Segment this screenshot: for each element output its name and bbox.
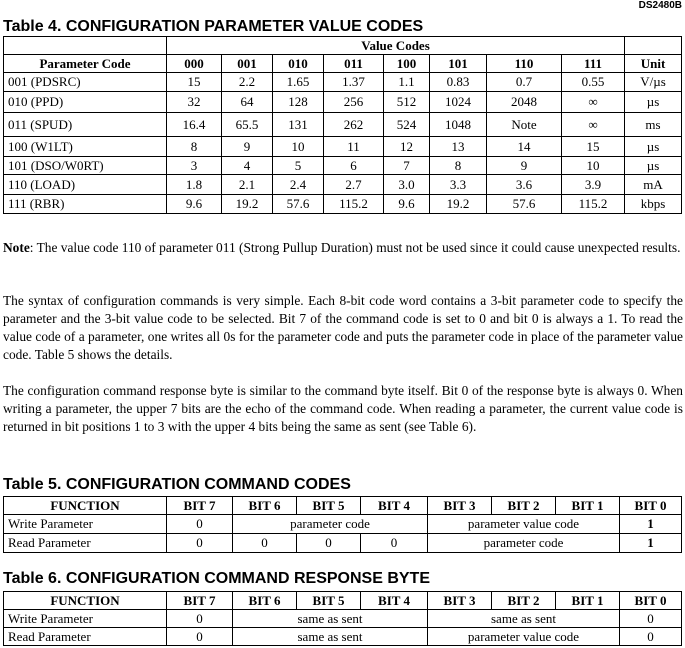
- value-cell: 3.3: [430, 175, 487, 195]
- table-row: [4, 92, 682, 113]
- value-cell: 10: [273, 137, 324, 157]
- value-cell: 1.1: [384, 73, 430, 92]
- value-cell: 32: [167, 92, 222, 113]
- table-row: [4, 610, 682, 628]
- value-cell: 8: [430, 157, 487, 175]
- bit0-cell: 1: [620, 534, 682, 553]
- value-cell: 256: [324, 92, 384, 113]
- note-paragraph: [3, 239, 683, 257]
- code-header: 010: [273, 55, 324, 73]
- param-cell: 101 (DSO/W0RT): [4, 157, 167, 175]
- function-cell: Write Parameter: [4, 515, 167, 534]
- value-cell: 1024: [430, 92, 487, 113]
- function-cell: Write Parameter: [4, 610, 167, 628]
- bit-header: BIT 1: [556, 497, 620, 515]
- value-cell: Note: [487, 113, 562, 137]
- value-cell: 7: [384, 157, 430, 175]
- value-cell: 524: [384, 113, 430, 137]
- unit-cell: V/µs: [625, 73, 682, 92]
- code-header: 000: [167, 55, 222, 73]
- table-row: [4, 628, 682, 646]
- value-cell: 1048: [430, 113, 487, 137]
- function-header: FUNCTION: [4, 497, 167, 515]
- value-cell: 131: [273, 113, 324, 137]
- value-cell: 6: [324, 157, 384, 175]
- document-id: DS2480B: [638, 0, 682, 11]
- function-header: FUNCTION: [4, 592, 167, 610]
- value-cell: 57.6: [273, 195, 324, 214]
- value-cell: 15: [167, 73, 222, 92]
- bit-header: BIT 7: [167, 592, 233, 610]
- table-row: [4, 137, 682, 157]
- unit-cell: mA: [625, 175, 682, 195]
- value-cell: 9: [487, 157, 562, 175]
- table6-title: Table 6. CONFIGURATION COMMAND RESPONSE BYTE: [3, 570, 430, 587]
- bit-header: BIT 2: [492, 497, 556, 515]
- code-header: 001: [222, 55, 273, 73]
- bits3-1-cell: same as sent: [428, 610, 620, 628]
- function-cell: Read Parameter: [4, 534, 167, 553]
- table4-title: Table 4. CONFIGURATION PARAMETER VALUE CODES: [3, 18, 424, 35]
- value-cell: 9: [222, 137, 273, 157]
- value-cell: 3.6: [487, 175, 562, 195]
- bits3-1-cell: parameter value code: [428, 628, 620, 646]
- note-label: Note: [3, 240, 30, 255]
- unit-corner-cell: [625, 37, 682, 55]
- value-cell: 11: [324, 137, 384, 157]
- note-text: : The value code 110 of parameter 011 (Strong Pullup Duration) must not be used since it could cause unexpected results.: [29, 240, 681, 255]
- param-cell: 011 (SPUD): [4, 113, 167, 137]
- unit-cell: µs: [625, 157, 682, 175]
- code-header: 110: [487, 55, 562, 73]
- value-cell: 1.8: [167, 175, 222, 195]
- table-row: [4, 73, 682, 92]
- bit7-cell: 0: [167, 610, 233, 628]
- table-row: [4, 195, 682, 214]
- bit-header: BIT 5: [297, 592, 361, 610]
- value-cell: 3.0: [384, 175, 430, 195]
- bit-header: BIT 0: [620, 497, 682, 515]
- value-cell: 2048: [487, 92, 562, 113]
- bit7-cell: 0: [167, 628, 233, 646]
- bit4-cell: 0: [361, 534, 428, 553]
- unit-cell: µs: [625, 92, 682, 113]
- value-cell: 262: [324, 113, 384, 137]
- bit7-cell: 0: [167, 515, 233, 534]
- value-cell: 115.2: [562, 195, 625, 214]
- value-cell: 115.2: [324, 195, 384, 214]
- value-cell: 4: [222, 157, 273, 175]
- table-row: [4, 113, 682, 137]
- value-codes-group-header: Value Codes: [167, 37, 625, 55]
- table-row: [4, 515, 682, 534]
- bits3-1-cell: parameter code: [428, 534, 620, 553]
- value-cell: 3: [167, 157, 222, 175]
- bit7-cell: 0: [167, 534, 233, 553]
- bit0-cell: 0: [620, 628, 682, 646]
- bit5-cell: 0: [297, 534, 361, 553]
- bit-header: BIT 4: [361, 497, 428, 515]
- value-cell: 2.1: [222, 175, 273, 195]
- value-cell: 0.83: [430, 73, 487, 92]
- param-cell: 111 (RBR): [4, 195, 167, 214]
- bits3-1-cell: parameter value code: [428, 515, 620, 534]
- unit-header: Unit: [625, 55, 682, 73]
- value-cell: 0.7: [487, 73, 562, 92]
- value-cell: 65.5: [222, 113, 273, 137]
- bits6-4-cell: same as sent: [233, 610, 428, 628]
- bit-header: BIT 6: [233, 592, 297, 610]
- bits6-4-cell: same as sent: [233, 628, 428, 646]
- table-row: [4, 157, 682, 175]
- value-cell: 5: [273, 157, 324, 175]
- param-cell: 100 (W1LT): [4, 137, 167, 157]
- bit0-cell: 0: [620, 610, 682, 628]
- code-header: 011: [324, 55, 384, 73]
- parameter-value-codes-table: [3, 36, 682, 214]
- bit6-cell: 0: [233, 534, 297, 553]
- bit-header: BIT 3: [428, 497, 492, 515]
- bits6-4-cell: parameter code: [233, 515, 428, 534]
- table-row: [4, 175, 682, 195]
- unit-cell: kbps: [625, 195, 682, 214]
- value-cell: 2.7: [324, 175, 384, 195]
- value-cell: 10: [562, 157, 625, 175]
- code-header: 100: [384, 55, 430, 73]
- syntax-paragraph: The syntax of configuration commands is very simple. Each 8-bit code word contains a 3-bit parameter code to specify the parameter and the 3-bit value code to be selected. Bit 7 of the command code is set to 0 and bit 0 is always a 1. To read the value code of a parameter, one writes all 0s for the parameter code and puts the parameter code in place of the parameter value code. Table 5 shows the details.: [3, 293, 683, 362]
- function-cell: Read Parameter: [4, 628, 167, 646]
- bit0-cell: 1: [620, 515, 682, 534]
- value-cell: 57.6: [487, 195, 562, 214]
- value-cell: 128: [273, 92, 324, 113]
- value-cell: 9.6: [167, 195, 222, 214]
- value-cell: 19.2: [430, 195, 487, 214]
- value-cell: ∞: [562, 92, 625, 113]
- table-row: [4, 534, 682, 553]
- value-cell: 9.6: [384, 195, 430, 214]
- value-cell: 12: [384, 137, 430, 157]
- value-cell: 3.9: [562, 175, 625, 195]
- unit-cell: ms: [625, 113, 682, 137]
- unit-cell: µs: [625, 137, 682, 157]
- value-cell: 8: [167, 137, 222, 157]
- bit-header: BIT 5: [297, 497, 361, 515]
- value-cell: 512: [384, 92, 430, 113]
- param-cell: 001 (PDSRC): [4, 73, 167, 92]
- bit-header: BIT 0: [620, 592, 682, 610]
- value-cell: 2.4: [273, 175, 324, 195]
- response-paragraph: The configuration command response byte is similar to the command byte itself. Bit 0 of the response byte is always 0. When writing a parameter, the upper 7 bits are the echo of the command code. When reading a parameter, the current value code is returned in bit positions 1 to 3 with the upper 4 bits being the same as sent (see Table 6).: [3, 383, 683, 434]
- value-cell: 13: [430, 137, 487, 157]
- command-codes-table: [3, 496, 682, 553]
- value-cell: 2.2: [222, 73, 273, 92]
- value-cell: 14: [487, 137, 562, 157]
- bit-header: BIT 3: [428, 592, 492, 610]
- bit-header: BIT 4: [361, 592, 428, 610]
- value-cell: 64: [222, 92, 273, 113]
- value-cell: 1.65: [273, 73, 324, 92]
- bit-header: BIT 6: [233, 497, 297, 515]
- bit-header: BIT 7: [167, 497, 233, 515]
- parameter-code-header: Parameter Code: [4, 55, 167, 73]
- value-cell: 1.37: [324, 73, 384, 92]
- value-cell: 19.2: [222, 195, 273, 214]
- param-cell: 110 (LOAD): [4, 175, 167, 195]
- bit-header: BIT 2: [492, 592, 556, 610]
- value-cell: 15: [562, 137, 625, 157]
- code-header: 101: [430, 55, 487, 73]
- param-cell: 010 (PPD): [4, 92, 167, 113]
- table4-corner-cell: [4, 37, 167, 55]
- value-cell: 16.4: [167, 113, 222, 137]
- table5-title: Table 5. CONFIGURATION COMMAND CODES: [3, 476, 351, 493]
- value-cell: ∞: [562, 113, 625, 137]
- command-response-table: [3, 591, 682, 646]
- code-header: 111: [562, 55, 625, 73]
- value-cell: 0.55: [562, 73, 625, 92]
- bit-header: BIT 1: [556, 592, 620, 610]
